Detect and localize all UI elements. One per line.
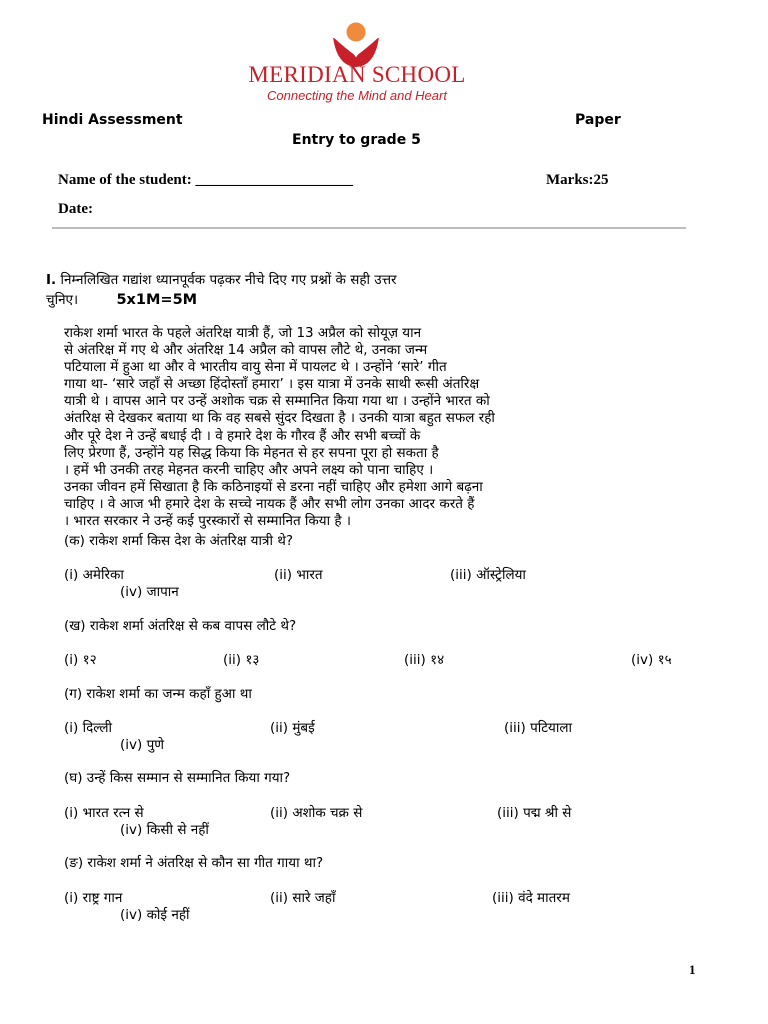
question-4-option-2[interactable]: (ii) अशोक चक्र से — [270, 805, 363, 821]
instruction-text-line2: चुनिए। — [46, 292, 79, 308]
passage-line: राकेश शर्मा भारत के पहले अंतरिक्ष यात्री हैं, जो 13 अप्रैल को सोयूज़ यान — [64, 325, 422, 341]
passage-line: । हमें भी उनकी तरह मेहनत करनी चाहिए और अपने लक्ष्य को पाना चाहिए । — [64, 461, 434, 478]
reading-passage — [64, 325, 694, 530]
question-5-option-2[interactable]: (ii) सारे जहाँ — [270, 890, 336, 906]
question-3-option-2[interactable]: (ii) मुंबई — [270, 720, 315, 736]
passage-line: और पूरे देश ने उन्हें बधाई दी । वे हमारे देश के गौरव हैं और सभी बच्चों के — [64, 427, 421, 444]
question-4-option-3[interactable]: (iii) पद्म श्री से — [497, 805, 572, 821]
passage-line: लिए प्रेरणा हैं, उन्होंने यह सिद्ध किया कि मेहनत से हर सपना पूरा हो सकता है — [64, 444, 439, 461]
question-1-option-2[interactable]: (ii) भारत — [274, 567, 323, 583]
school-tagline: Connecting the Mind and Heart — [267, 88, 447, 103]
question-3-option-3[interactable]: (iii) पटियाला — [504, 720, 573, 736]
passage-line: पटियाला में हुआ था और वे भारतीय वायु सेना में पायलट थे । उन्होंने ‘सारे’ गीत — [64, 359, 447, 376]
question-3-option-4[interactable]: (iv) पुणे — [120, 737, 164, 753]
passage-line: यात्री थे । वापस आने पर उन्हें अशोक चक्र से सम्मानित किया गया था । उन्होंने भारत को — [64, 393, 490, 410]
question-2-prompt: (ख) राकेश शर्मा अंतरिक्ष से कब वापस लौटे थे? — [64, 618, 297, 634]
question-1-prompt: (क) राकेश शर्मा किस देश के अंतरिक्ष यात्री थे? — [64, 533, 294, 549]
question-2-option-4[interactable]: (iv) १५ — [631, 652, 672, 668]
section-instruction-line2 — [46, 290, 197, 308]
question-5-option-3[interactable]: (iii) वंदे मातरम — [492, 890, 570, 906]
question-4-option-4[interactable]: (iv) किसी से नहीं — [120, 822, 209, 838]
question-5-prompt: (ङ) राकेश शर्मा ने अंतरिक्ष से कौन सा गीत गाया था? — [64, 855, 324, 871]
paper-label: Paper — [575, 112, 621, 128]
passage-line: से अंतरिक्ष में गए थे और अंतरिक्ष 14 अप्रैल को वापस लौटे थे, उनका जन्म — [64, 342, 428, 359]
question-2-option-3[interactable]: (iii) १४ — [404, 652, 445, 668]
passage-line: चाहिए । वे आज भी हमारे देश के सच्चे नायक हैं और सभी लोग उनका आदर करते हैं — [64, 495, 475, 512]
assessment-title: Hindi Assessment — [42, 112, 183, 128]
passage-line: उनका जीवन हमें सिखाता है कि कठिनाइयों से डरना नहीं चाहिए और हमेशा आगे बढ़ना — [64, 478, 483, 495]
question-3-option-1[interactable]: (i) दिल्ली — [64, 720, 112, 736]
question-3-prompt: (ग) राकेश शर्मा का जन्म कहाँ हुआ था — [64, 686, 252, 702]
section-instruction — [46, 270, 397, 288]
marks-label: Marks:25 — [546, 172, 609, 188]
passage-line: गाया था- ‘सारे जहाँ से अच्छा हिंदोस्ताँ हमारा’ । इस यात्रा में उनके साथी रूसी अंतरिक्ष — [64, 376, 480, 393]
passage-line: अंतरिक्ष से देखकर बताया था कि वह सबसे सुंदर दिखता है । उनकी यात्रा बहुत सफल रही — [64, 410, 495, 427]
date-field: Date: — [58, 201, 93, 217]
question-2-option-1[interactable]: (i) १२ — [64, 652, 97, 668]
question-5-option-1[interactable]: (i) राष्ट्र गान — [64, 890, 123, 906]
header-divider — [52, 227, 686, 229]
question-1-option-4[interactable]: (iv) जापान — [120, 584, 179, 600]
passage-line: । भारत सरकार ने उन्हें कई पुरस्कारों से सम्मानित किया है । — [64, 513, 351, 530]
question-4-prompt: (घ) उन्हें किस सम्मान से सम्मानित किया गया? — [64, 770, 291, 786]
question-1-option-1[interactable]: (i) अमेरिका — [64, 567, 124, 583]
section-marks: 5x1M=5M — [116, 292, 198, 308]
question-5-option-4[interactable]: (iv) कोई नहीं — [120, 907, 190, 923]
question-2-option-2[interactable]: (ii) १३ — [223, 652, 260, 668]
question-4-option-1[interactable]: (i) भारत रत्न से — [64, 805, 144, 821]
section-number: I. — [46, 272, 57, 288]
question-1-option-3[interactable]: (iii) ऑस्ट्रेलिया — [450, 567, 526, 583]
student-name-field: Name of the student: _____________________ — [58, 172, 353, 188]
page-number: 1 — [689, 962, 696, 977]
instruction-text: निम्नलिखित गद्यांश ध्यानपूर्वक पढ़कर नीचे दिए गए प्रश्नों के सही उत्तर — [60, 272, 397, 288]
school-name: MERIDIAN SCHOOL — [248, 62, 466, 87]
grade-subtitle: Entry to grade 5 — [292, 132, 421, 148]
